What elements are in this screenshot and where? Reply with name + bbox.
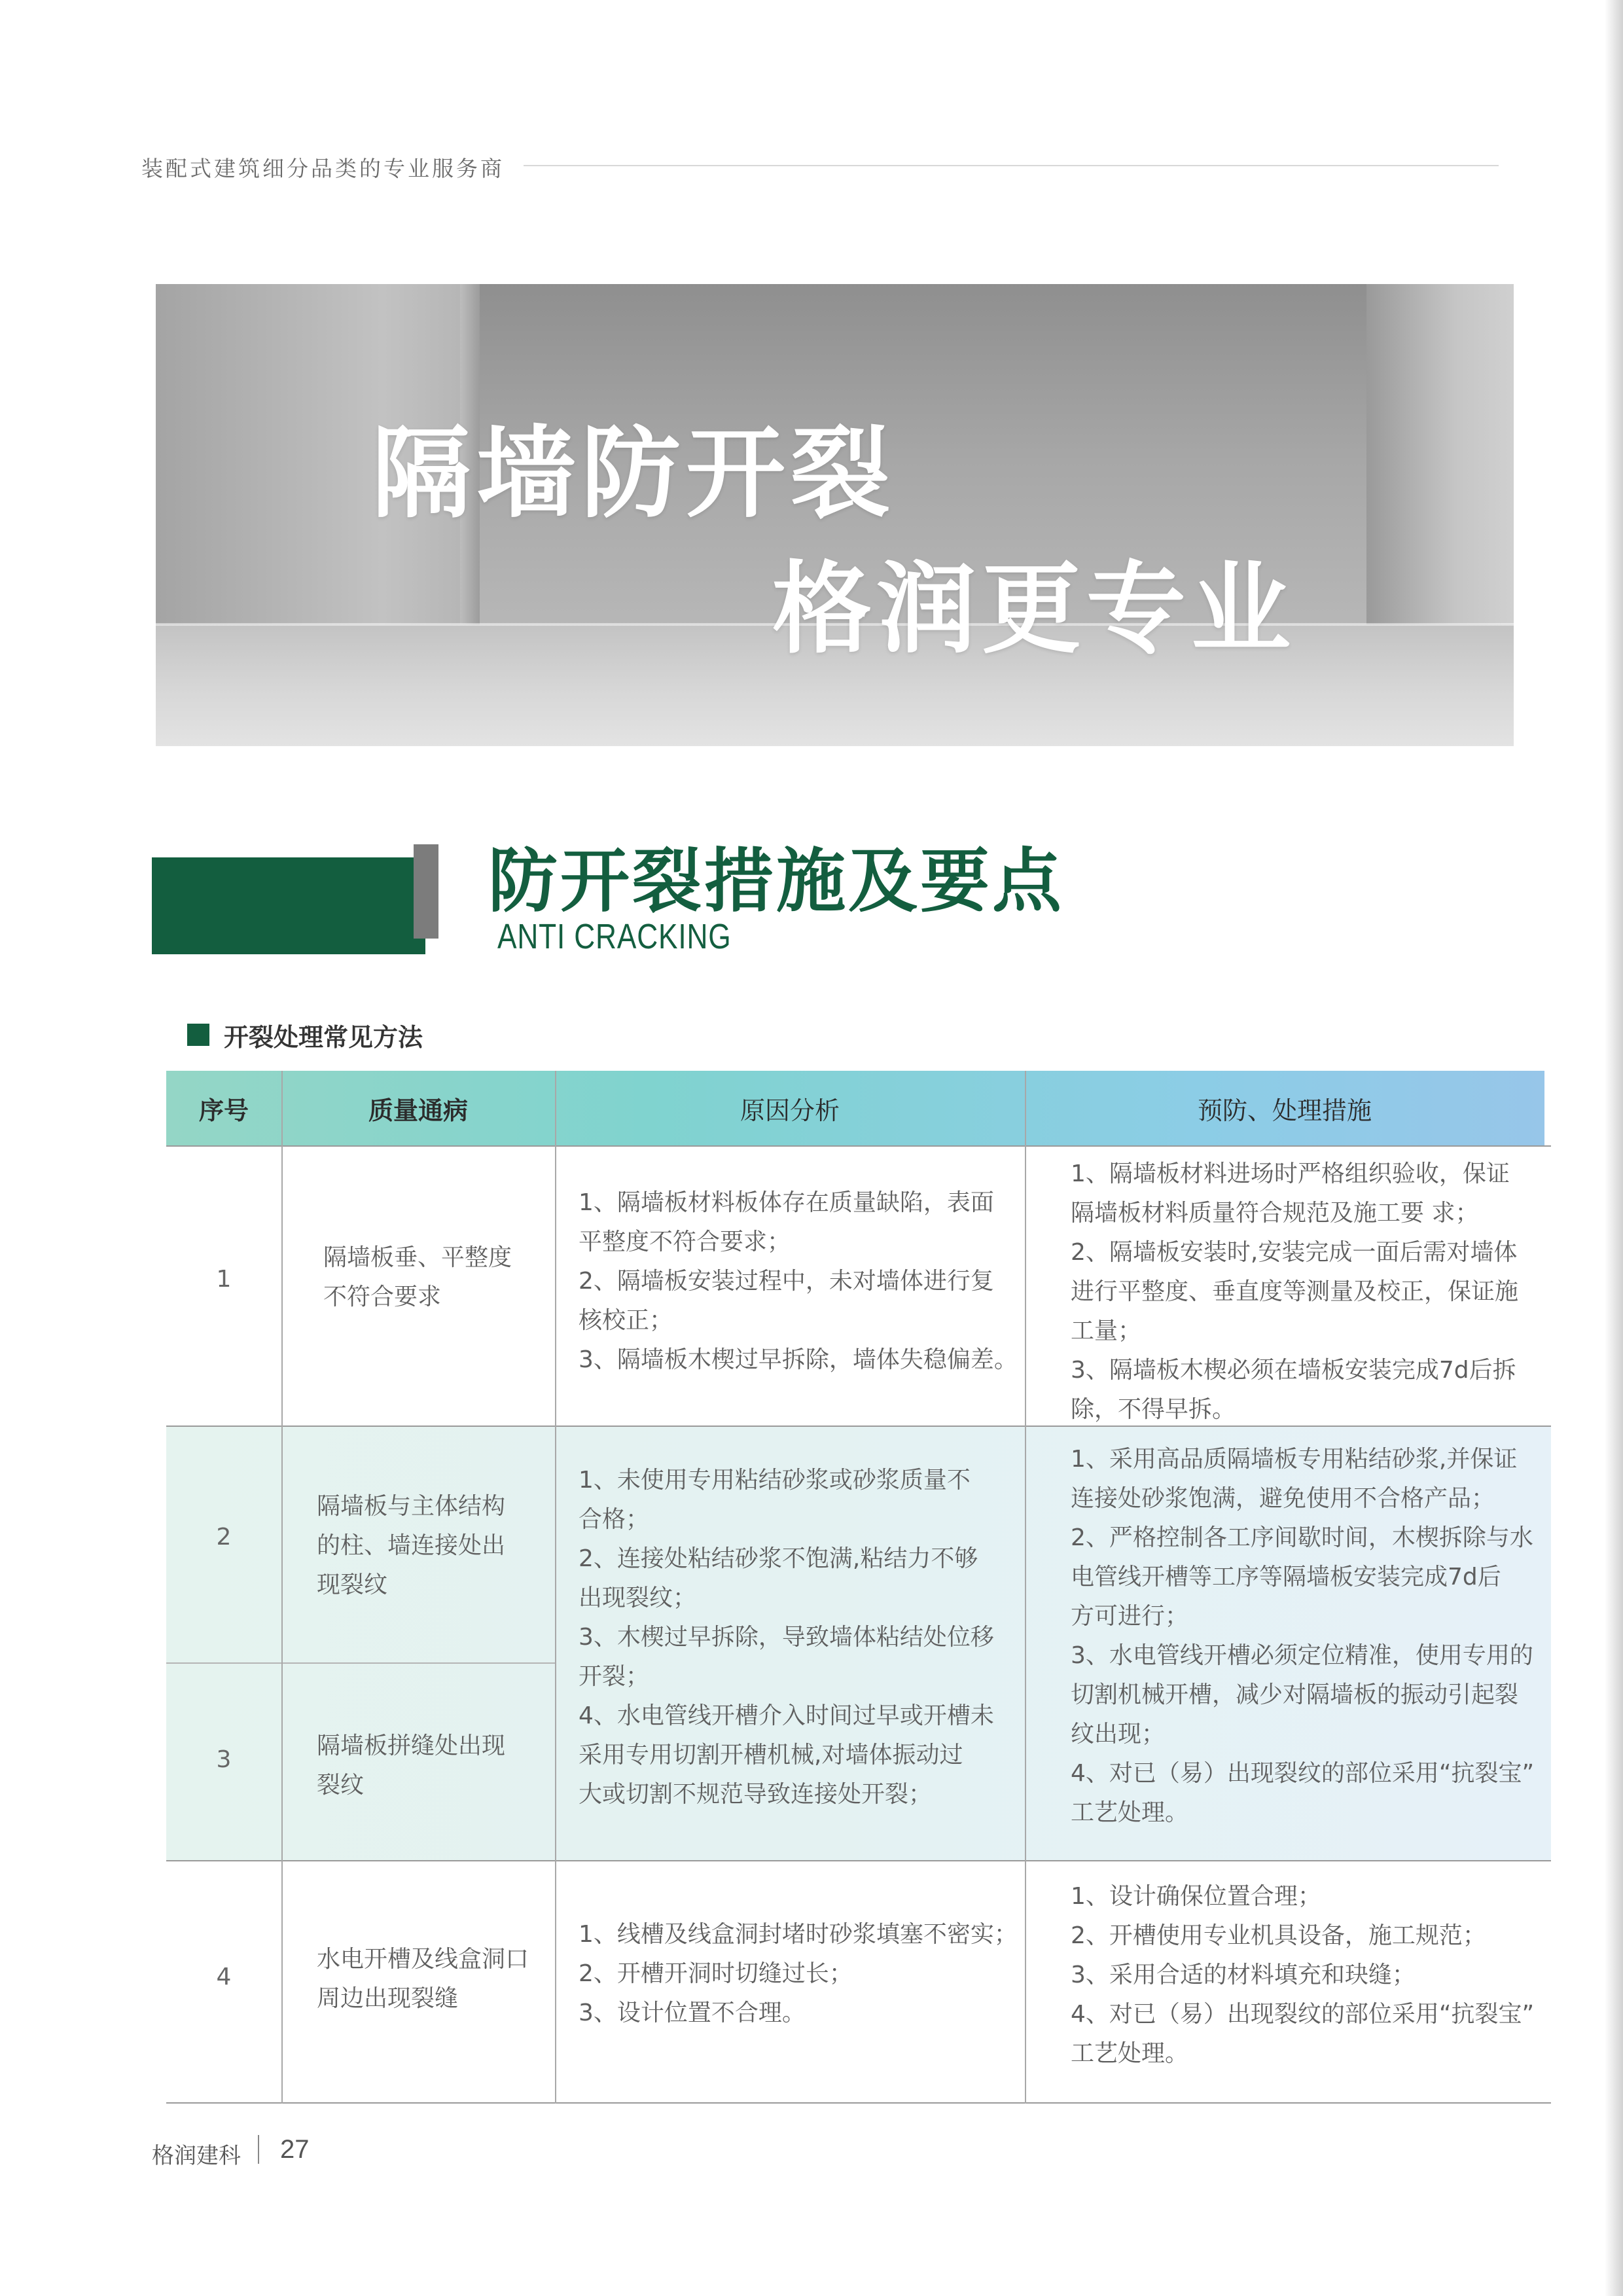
cell-line: 合格； <box>579 1506 650 1533</box>
cell-line: 4、水电管线开槽介入时间过早或开槽未 <box>579 1702 994 1729</box>
cell-line: 隔墙板拼缝处出现 <box>317 1732 506 1759</box>
row-number: 2 <box>216 1524 232 1551</box>
cell-line: 1、线槽及线盒洞封堵时砂浆填塞不密实； <box>579 1921 1018 1948</box>
table-header-cause: 原因分析 <box>740 1096 840 1125</box>
cell-line: 方可进行； <box>1071 1603 1189 1630</box>
issue-cell <box>323 1238 512 1317</box>
table-header-measure: 预防、处理措施 <box>1197 1096 1372 1125</box>
section-heading-bar <box>152 857 425 954</box>
cell-line: 裂纹 <box>317 1772 365 1799</box>
cell-line: 3、隔墙板木楔过早拆除，墙体失稳偏差。 <box>579 1346 1018 1373</box>
cell-line: 3、水电管线开槽必须定位精准，使用专用的 <box>1071 1642 1533 1669</box>
cell-line: 4、对已（易）出现裂纹的部位采用“抗裂宝” <box>1071 2001 1535 2028</box>
cell-line: 除，不得早拆。 <box>1071 1396 1236 1423</box>
row-number: 3 <box>216 1746 232 1773</box>
cell-line: 纹出现； <box>1071 1721 1166 1748</box>
row-number: 4 <box>216 1964 232 1990</box>
cell-line: 水电开槽及线盒洞口 <box>317 1946 529 1973</box>
table-col-divider <box>1025 1071 1026 2104</box>
issue-cell <box>317 1727 505 1805</box>
cell-line: 2、连接处粘结砂浆不饱满,粘结力不够 <box>579 1545 978 1572</box>
cell-line: 采用专用切割开槽机械,对墙体振动过 <box>579 1742 963 1768</box>
table-rule <box>166 2102 1551 2104</box>
cell-line: 核校正； <box>579 1307 673 1334</box>
header-divider <box>524 165 1499 166</box>
cause-cell <box>579 1915 1018 2033</box>
page-edge-shade <box>1605 0 1623 2296</box>
issue-cell <box>317 1940 529 2018</box>
cell-line: 1、未使用专用粘结砂浆或砂浆质量不 <box>579 1467 971 1494</box>
cell-line: 工量； <box>1071 1318 1142 1344</box>
cell-line: 1、隔墙板材料进场时严格组织验收，保证 <box>1071 1160 1510 1187</box>
cell-line: 现裂纹 <box>317 1571 388 1598</box>
cell-line: 隔墙板与主体结构 <box>317 1493 506 1520</box>
cell-line: 2、开槽使用专业机具设备，施工规范； <box>1071 1922 1486 1949</box>
footer-separator <box>258 2135 259 2164</box>
cell-line: 平整度不符合要求； <box>579 1229 791 1255</box>
cell-line: 2、严格控制各工序间歇时间，木楔拆除与水 <box>1071 1524 1533 1551</box>
subheading: 开裂处理常见方法 <box>224 1023 423 1052</box>
cell-line: 2、开槽开洞时切缝过长； <box>579 1960 853 1987</box>
cell-line: 切割机械开槽，减少对隔墙板的振动引起裂 <box>1071 1681 1519 1708</box>
crack-methods-table <box>166 1071 1551 2104</box>
cell-line: 大或切割不规范导致连接处开裂； <box>579 1781 933 1808</box>
footer-brand: 格润建科 <box>152 2143 241 2169</box>
cell-line: 的柱、墙连接处出 <box>317 1532 506 1559</box>
cell-line: 4、对已（易）出现裂纹的部位采用“抗裂宝” <box>1071 1760 1535 1787</box>
row-number: 1 <box>216 1266 232 1293</box>
cell-line: 工艺处理。 <box>1071 2040 1189 2067</box>
cell-line: 电管线开槽等工序等隔墙板安装完成7d后 <box>1071 1564 1501 1590</box>
table-header-issue: 质量通病 <box>368 1096 468 1125</box>
table-header-num: 序号 <box>198 1096 249 1125</box>
table-rule <box>166 1860 1551 1861</box>
cause-cell <box>579 1183 1018 1380</box>
cell-line: 1、采用高品质隔墙板专用粘结砂浆,并保证 <box>1071 1446 1518 1473</box>
section-subtitle: ANTI CRACKING <box>497 917 732 956</box>
cell-line: 周边出现裂缝 <box>317 1985 459 2012</box>
cell-line: 3、木楔过早拆除，导致墙体粘结处位移 <box>579 1624 994 1651</box>
section-heading-accent <box>414 844 438 939</box>
measure-cell <box>1071 1877 1534 2073</box>
table-col-divider <box>281 1071 283 2104</box>
cell-line: 1、隔墙板材料板体存在质量缺陷，表面 <box>579 1189 994 1216</box>
cell-line: 1、设计确保位置合理； <box>1071 1883 1321 1910</box>
cell-line: 2、隔墙板安装时,安装完成一面后需对墙体 <box>1071 1239 1518 1266</box>
cell-line: 3、隔墙板木楔必须在墙板安装完成7d后拆 <box>1071 1357 1516 1384</box>
cell-line: 连接处砂浆饱满，避免使用不合格产品； <box>1071 1485 1495 1512</box>
cell-line: 隔墙板材料质量符合规范及施工要 求； <box>1071 1200 1479 1227</box>
cell-line: 3、设计位置不合理。 <box>579 2000 806 2026</box>
cell-line: 不符合要求 <box>323 1283 442 1310</box>
merged-measure-cell <box>1071 1440 1534 1833</box>
section-title: 防开裂措施及要点 <box>488 841 1064 922</box>
hero-title-line1: 隔墙防开裂 <box>372 416 895 531</box>
subheading-square-icon <box>187 1024 209 1046</box>
cell-line: 工艺处理。 <box>1071 1799 1189 1826</box>
cell-line: 隔墙板垂、平整度 <box>323 1244 512 1271</box>
cell-line: 出现裂纹； <box>579 1585 697 1611</box>
table-col-divider <box>555 1071 556 2104</box>
cell-line: 进行平整度、垂直度等测量及校正，保证施 <box>1071 1278 1519 1305</box>
hero-banner <box>156 284 1514 746</box>
table-rule <box>166 1145 1551 1147</box>
page-number: 27 <box>280 2135 310 2164</box>
hero-title-line2: 格润更专业 <box>772 551 1296 667</box>
cell-line: 开裂； <box>579 1663 650 1690</box>
measure-cell <box>1071 1155 1518 1429</box>
table-rule <box>166 1662 555 1664</box>
cell-line: 2、隔墙板安装过程中，未对墙体进行复 <box>579 1268 994 1295</box>
cell-line: 3、采用合适的材料填充和玦缝； <box>1071 1962 1416 1988</box>
issue-cell <box>317 1487 505 1605</box>
header-tagline: 装配式建筑细分品类的专业服务商 <box>141 156 505 181</box>
merged-cause-cell <box>579 1461 994 1814</box>
